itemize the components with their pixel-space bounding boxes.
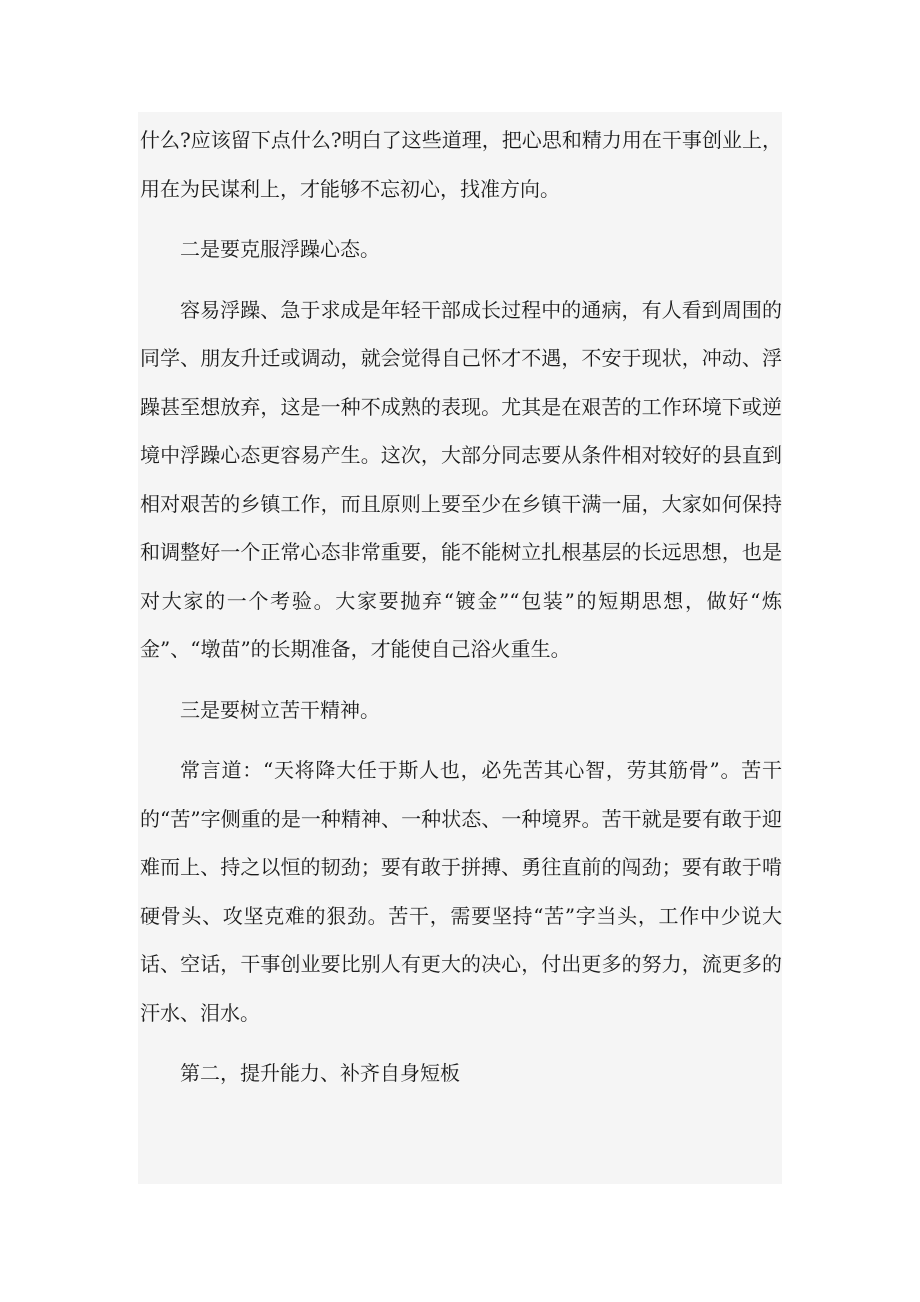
paragraph-hard-work: 常言道：“天将降大任于斯人也，必先苦其心智，劳其筋骨”。苦干的“苦”字侧重的是一种精神、一种状态、一种境界。苦干就是要有敢于迎难而上、持之以恒的韧劲；要有敢于拼搏、勇往直前的闯劲；要有敢于啃硬骨头、攻坚克难的狠劲。苦干，需要坚持“苦”字当头，工作中少说大话、空话，干事创业要比别人有更大的决心，付出更多的努力，流更多的汗水、泪水。 [140, 758, 782, 1025]
paragraph-impetuosity: 容易浮躁、急于求成是年轻干部成长过程中的通病，有人看到周围的同学、朋友升迁或调动，就会觉得自己怀才不遇，不安于现状，冲动、浮躁甚至想放弃，这是一种不成熟的表现。尤其是在艰苦的工作环境下或逆境中浮躁心态更容易产生。这次，大部分同志要从条件相对较好的县直到相对艰苦的乡镇工作，而且原则上要至少在乡镇干满一届，大家如何保持和调整好一个正常心态非常重要，能不能树立扎根基层的长远思想，也是对大家的一个考验。大家要抛弃“镀金”“包装”的短期思想，做好“炼金”、“墩苗”的长期准备，才能使自己浴火重生。 [140, 297, 782, 661]
paragraph-continuation: 什么?应该留下点什么?明白了这些道理，把心思和精力用在干事创业上，用在为民谋利上，才能够不忘初心，找准方向。 [140, 128, 782, 201]
subheading-overcome-impetuosity: 二是要克服浮躁心态。 [180, 237, 380, 261]
document-body [140, 116, 782, 1098]
section-heading-improve-ability: 第二，提升能力、补齐自身短板 [180, 1061, 460, 1085]
subheading-hard-work-spirit: 三是要树立苦干精神。 [180, 697, 380, 722]
